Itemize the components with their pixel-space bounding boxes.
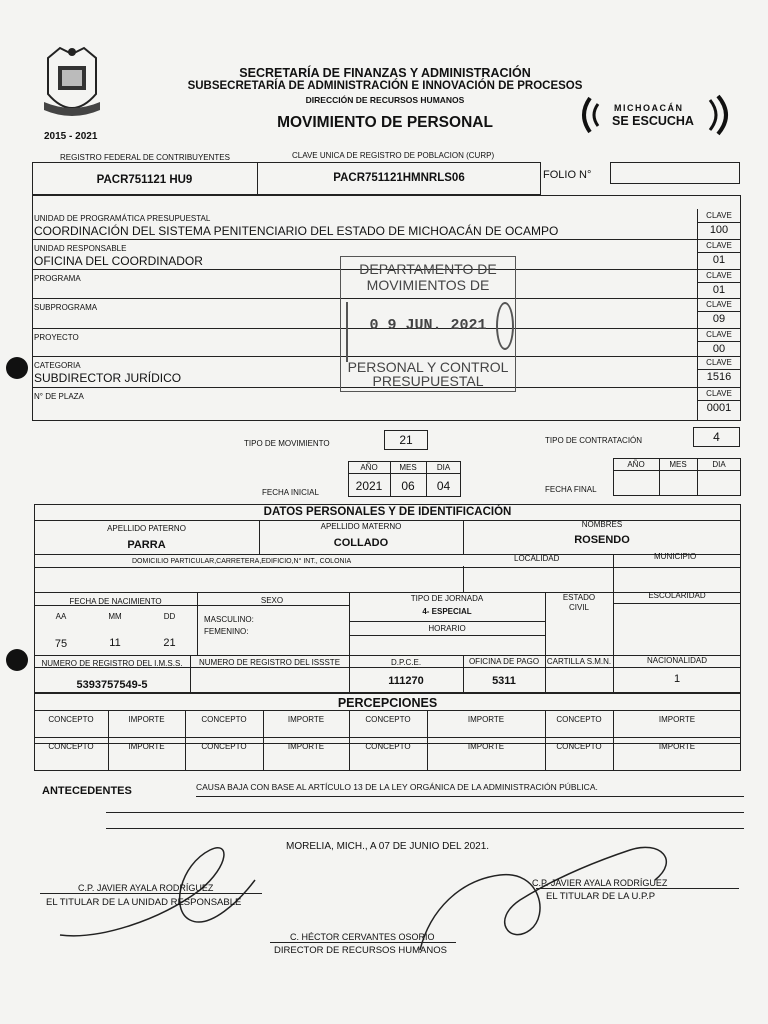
- punch-hole-top: [6, 357, 28, 379]
- ff-day-header: DIA: [712, 460, 726, 469]
- stamp-line4: PRESUPUESTAL: [372, 373, 484, 389]
- dpce-label: D.P.C.E.: [390, 658, 422, 667]
- received-stamp: [340, 256, 516, 392]
- header-secretaria: SECRETARÍA DE FINANZAS Y ADMINISTRACIÓN: [239, 66, 531, 80]
- clave-label: CLAVE: [706, 271, 732, 280]
- michoacan-logo: [576, 94, 736, 136]
- nac-mm-header: MM: [108, 612, 122, 621]
- oficina-pago-label: OFICINA DE PAGO: [468, 657, 540, 666]
- ap-paterno-value: PARRA: [127, 539, 166, 551]
- signature-2: [400, 820, 700, 960]
- folio-field[interactable]: [610, 162, 740, 184]
- unit-row-value: OFICINA DEL COORDINADOR: [34, 254, 203, 268]
- clave-label: CLAVE: [706, 241, 732, 250]
- municipio-label: MUNICIPIO: [654, 552, 697, 561]
- percepcion-col-label: IMPORTE: [658, 742, 696, 751]
- percepcion-col-label: CONCEPTO: [556, 715, 602, 724]
- percepciones-title: PERCEPCIONES: [337, 696, 438, 710]
- sig1-title: EL TITULAR DE LA UNIDAD RESPONSABLE: [46, 897, 242, 908]
- stamp-line3: PERSONAL Y CONTROL: [347, 359, 509, 375]
- fi-month: 06: [401, 479, 415, 493]
- percepcion-col-label: IMPORTE: [128, 715, 165, 724]
- jornada-label: TIPO DE JORNADA: [410, 594, 484, 603]
- nac-mm-value: 11: [109, 637, 121, 649]
- fecha-nac-label: FECHA DE NACIMIENTO: [69, 597, 162, 606]
- clave-value: 1516: [706, 371, 732, 383]
- antecedentes-text: CAUSA BAJA CON BASE AL ARTÍCULO 13 DE LA LEY ORGÁNICA DE LA ADMINISTRACIÓN PÚBLICA.: [196, 782, 598, 792]
- imss-value: 5393757549-5: [76, 679, 148, 691]
- stamp-date: 0 9 JUN. 2021: [369, 317, 487, 334]
- unit-row-label: PROYECTO: [34, 333, 79, 342]
- percepcion-col-label: IMPORTE: [128, 742, 165, 751]
- header-subsecretaria: SUBSECRETARÍA DE ADMINISTRACIÓN E INNOVACIÓN DE PROCESOS: [187, 80, 583, 92]
- nacionalidad-label: NACIONALIDAD: [646, 656, 707, 665]
- percepcion-col-label: CONCEPTO: [365, 742, 411, 751]
- fi-month-header: MES: [399, 463, 417, 472]
- clave-label: CLAVE: [706, 389, 732, 398]
- unit-row-label: UNIDAD DE PROGRAMÁTICA PRESUPUESTAL: [34, 214, 211, 223]
- percepcion-col-label: IMPORTE: [467, 742, 505, 751]
- fi-day: 04: [436, 479, 451, 493]
- tipo-contratacion-field[interactable]: [693, 427, 740, 447]
- sig1-name: C.P. JAVIER AYALA RODRÍGUEZ: [78, 883, 214, 893]
- nac-dd-header: DD: [163, 612, 176, 621]
- header-direccion: DIRECCIÓN DE RECURSOS HUMANOS: [305, 95, 465, 105]
- percepcion-col-label: CONCEPTO: [201, 715, 247, 724]
- tipo-contratacion-value: 4: [713, 430, 720, 444]
- personal-section-title: DATOS PERSONALES Y DE IDENTIFICACIÓN: [263, 506, 512, 518]
- percepcion-col-label: CONCEPTO: [48, 742, 94, 751]
- tipo-contratacion-label: TIPO DE CONTRATACIÓN: [545, 436, 643, 445]
- tipo-movimiento-field[interactable]: [384, 430, 428, 450]
- sig2-name: C.P. JAVIER AYALA RODRÍGUEZ: [532, 878, 668, 888]
- header-years: 2015 - 2021: [44, 131, 98, 142]
- issste-label: NUMERO DE REGISTRO DEL ISSSTE: [198, 658, 341, 667]
- percepcion-col-label: IMPORTE: [287, 742, 325, 751]
- clave-label: CLAVE: [706, 358, 732, 367]
- femenino-label: FEMENINO:: [204, 627, 249, 636]
- nacionalidad-value: 1: [673, 673, 681, 685]
- clave-value: 00: [712, 343, 726, 355]
- percepcion-col-label: IMPORTE: [467, 715, 505, 724]
- logo-michoacan: MICHOACÁN: [614, 103, 684, 113]
- unit-row-label: CATEGORIA: [34, 361, 81, 370]
- unit-row-label: N° DE PLAZA: [34, 392, 84, 401]
- fecha-final-label: FECHA FINAL: [545, 485, 597, 494]
- percepcion-col-label: CONCEPTO: [201, 742, 247, 751]
- dpce-value: 111270: [388, 675, 424, 687]
- oficina-pago-value: 5311: [492, 675, 516, 687]
- unit-row-label: SUBPROGRAMA: [34, 303, 98, 312]
- state-coat-of-arms: [40, 44, 104, 126]
- unit-row-value: COORDINACIÓN DEL SISTEMA PENITENCIARIO DEL ESTADO DE MICHOACÁN DE OCAMPO: [34, 224, 559, 238]
- fi-day-header: DIA: [436, 463, 451, 472]
- ap-materno-label: APELLIDO MATERNO: [320, 522, 402, 531]
- sig2-title: EL TITULAR DE LA U.P.P: [546, 891, 656, 902]
- fi-year: 2021: [355, 479, 383, 493]
- masculino-label: MASCULINO:: [204, 615, 254, 624]
- clave-value: 09: [712, 313, 726, 325]
- place-date: MORELIA, MICH., A 07 DE JUNIO DEL 2021.: [286, 841, 490, 852]
- ff-year-header: AÑO: [627, 460, 645, 469]
- unit-row-label: PROGRAMA: [34, 274, 81, 283]
- percepcion-col-label: CONCEPTO: [365, 715, 411, 724]
- sig3-title: DIRECTOR DE RECURSOS HUMANOS: [274, 945, 447, 956]
- page-title: MOVIMIENTO DE PERSONAL: [277, 114, 493, 131]
- curp-value: PACR751121HMNRLS06: [333, 172, 465, 184]
- percepcion-col-label: IMPORTE: [658, 715, 696, 724]
- percepcion-col-label: CONCEPTO: [556, 742, 602, 751]
- clave-value: 100: [709, 224, 729, 236]
- cartilla-label: CARTILLA S.M.N.: [546, 657, 612, 666]
- clave-label: CLAVE: [706, 300, 732, 309]
- unit-row-value: SUBDIRECTOR JURÍDICO: [34, 371, 182, 385]
- clave-value: 0001: [706, 402, 732, 414]
- nac-dd-value: 21: [163, 637, 176, 649]
- sig3-name: C. HÉCTOR CERVANTES OSORIO: [290, 932, 435, 942]
- imss-label: NUMERO DE REGISTRO DEL I.M.S.S.: [41, 659, 183, 668]
- horario-label: HORARIO: [428, 624, 466, 633]
- clave-label: CLAVE: [706, 211, 732, 220]
- fecha-inicial-label: FECHA INICIAL: [262, 488, 319, 497]
- rfc-label: REGISTRO FEDERAL DE CONTRIBUYENTES: [60, 153, 230, 162]
- escolaridad-label: ESCOLARIDAD: [648, 591, 706, 600]
- clave-value: 01: [712, 254, 726, 266]
- percepcion-col-label: IMPORTE: [287, 715, 325, 724]
- sexo-label: SEXO: [260, 596, 284, 605]
- nombres-label: NOMBRES: [581, 520, 623, 529]
- ap-paterno-label: APELLIDO PATERNO: [107, 524, 186, 533]
- tipo-movimiento-label: TIPO DE MOVIMIENTO: [244, 439, 330, 448]
- jornada-value: 4- ESPECIAL: [422, 607, 472, 616]
- tipo-movimiento-value: 21: [399, 433, 413, 447]
- estado-civil-label: ESTADO CIVIL: [562, 593, 596, 612]
- nac-aa-value: 75: [54, 638, 68, 650]
- clave-value: 01: [712, 284, 726, 296]
- domicilio-label: DOMICILIO PARTICULAR,CARRETERA,EDIFICIO,N° INT., COLONIA: [132, 558, 352, 565]
- localidad-label: LOCALIDAD: [514, 554, 560, 563]
- stamp-line2: MOVIMIENTOS DE: [366, 277, 490, 293]
- curp-label: CLAVE UNICA DE REGISTRO DE POBLACION (CURP): [292, 151, 495, 160]
- logo-se-escucha: SE ESCUCHA: [612, 114, 694, 128]
- antecedentes-label: ANTECEDENTES: [42, 785, 132, 797]
- stamp-line1: DEPARTAMENTO DE: [359, 261, 497, 277]
- punch-hole-bottom: [6, 649, 28, 671]
- percepcion-col-label: CONCEPTO: [48, 715, 94, 724]
- fi-year-header: AÑO: [360, 463, 378, 472]
- rfc-value: PACR751121 HU9: [96, 174, 193, 186]
- nombres-value: ROSENDO: [574, 534, 630, 546]
- ap-materno-value: COLLADO: [333, 537, 389, 549]
- clave-label: CLAVE: [706, 330, 732, 339]
- ff-month-header: MES: [669, 460, 687, 469]
- folio-label: FOLIO N°: [543, 169, 592, 181]
- unit-row-label: UNIDAD RESPONSABLE: [34, 244, 127, 253]
- nac-aa-header: AA: [55, 612, 67, 621]
